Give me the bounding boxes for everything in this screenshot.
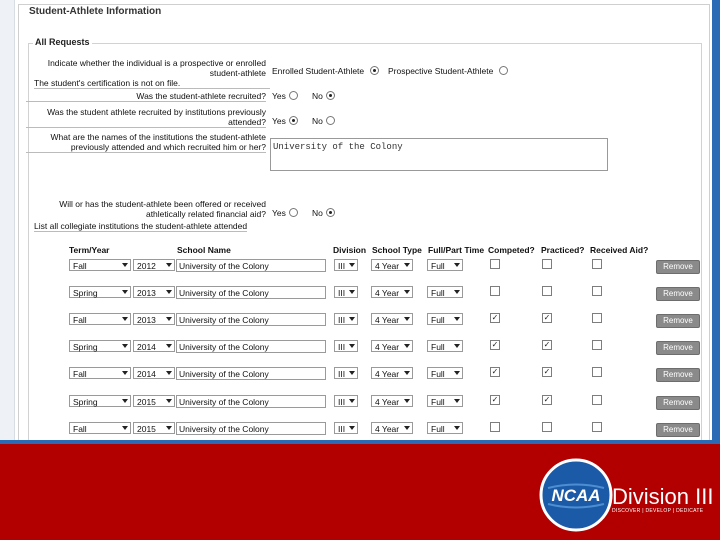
- header-school-type: School Type: [372, 245, 422, 255]
- chevron-down-icon: [349, 426, 355, 430]
- competed-checkbox[interactable]: [490, 286, 500, 296]
- term-select[interactable]: Spring: [69, 286, 131, 298]
- school-type-select[interactable]: 4 Year: [371, 286, 413, 298]
- division-select[interactable]: III: [334, 340, 358, 352]
- requests-title: All Requests: [35, 37, 90, 47]
- time-select[interactable]: Full: [427, 340, 463, 352]
- q1-option-enrolled[interactable]: Enrolled Student-Athlete: [272, 66, 379, 76]
- division-title: Division III: [612, 484, 714, 509]
- practiced-checkbox[interactable]: [542, 422, 552, 432]
- remove-button[interactable]: Remove: [656, 341, 700, 355]
- received-aid-checkbox[interactable]: [592, 395, 602, 405]
- division-select[interactable]: III: [334, 259, 358, 271]
- q3-yes[interactable]: Yes: [272, 116, 298, 126]
- term-select[interactable]: Spring: [69, 340, 131, 352]
- chevron-down-icon: [404, 290, 410, 294]
- radio-icon[interactable]: [289, 208, 298, 217]
- division-select[interactable]: III: [334, 286, 358, 298]
- division-select[interactable]: III: [334, 395, 358, 407]
- school-type-select[interactable]: 4 Year: [371, 422, 413, 434]
- q4-label: What are the names of the institutions the student-athlete previously attended and which recruited him or her?: [26, 132, 266, 153]
- chevron-down-icon: [454, 399, 460, 403]
- header-competed: Competed?: [488, 245, 535, 255]
- q3-no[interactable]: No: [312, 116, 335, 126]
- term-select[interactable]: Fall: [69, 367, 131, 379]
- chevron-down-icon: [349, 263, 355, 267]
- chevron-down-icon: [166, 290, 172, 294]
- table-row: [68, 395, 708, 415]
- remove-button[interactable]: Remove: [656, 368, 700, 382]
- chevron-down-icon: [349, 371, 355, 375]
- school-name-input[interactable]: University of the Colony: [176, 422, 326, 435]
- received-aid-checkbox[interactable]: [592, 340, 602, 350]
- term-select[interactable]: Spring: [69, 395, 131, 407]
- time-select[interactable]: Full: [427, 259, 463, 271]
- table-row: [68, 340, 708, 360]
- school-name-input[interactable]: University of the Colony: [176, 286, 326, 299]
- q1-label: Indicate whether the individual is a prospective or enrolled student-athlete: [47, 58, 266, 78]
- chevron-down-icon: [166, 426, 172, 430]
- header-term-year: Term/Year: [69, 245, 110, 255]
- time-select[interactable]: Full: [427, 286, 463, 298]
- table-row: [68, 367, 708, 387]
- practiced-checkbox[interactable]: ✓: [543, 313, 551, 322]
- q5-label: Will or has the student-athlete been offered or received athletically related financial aid?: [59, 199, 266, 219]
- radio-icon[interactable]: [326, 116, 335, 125]
- chevron-down-icon: [404, 317, 410, 321]
- time-select[interactable]: Full: [427, 313, 463, 325]
- footer-accent-line: [0, 440, 720, 444]
- year-select[interactable]: 2014: [133, 340, 175, 352]
- q3-label: Was the student athlete recruited by institutions previously attended?: [26, 107, 266, 128]
- received-aid-checkbox[interactable]: [592, 313, 602, 323]
- right-strip: [712, 0, 720, 440]
- chevron-down-icon: [122, 399, 128, 403]
- header-received-aid: Received Aid?: [590, 245, 649, 255]
- year-select[interactable]: 2013: [133, 286, 175, 298]
- division-select[interactable]: III: [334, 367, 358, 379]
- chevron-down-icon: [454, 344, 460, 348]
- chevron-down-icon: [404, 263, 410, 267]
- remove-button[interactable]: Remove: [656, 287, 700, 301]
- header-division: Division: [333, 245, 367, 255]
- chevron-down-icon: [122, 371, 128, 375]
- radio-icon[interactable]: [289, 91, 298, 100]
- practiced-checkbox[interactable]: ✓: [543, 395, 551, 404]
- chevron-down-icon: [454, 263, 460, 267]
- term-select[interactable]: Fall: [69, 422, 131, 434]
- chevron-down-icon: [122, 317, 128, 321]
- chevron-down-icon: [166, 344, 172, 348]
- radio-icon[interactable]: [370, 66, 379, 75]
- header-school-name: School Name: [177, 245, 231, 255]
- radio-icon[interactable]: [499, 66, 508, 75]
- chevron-down-icon: [122, 426, 128, 430]
- competed-checkbox[interactable]: ✓: [491, 395, 499, 404]
- section-title: Student-Athlete Information: [26, 6, 164, 17]
- table-row: [68, 422, 708, 442]
- received-aid-checkbox[interactable]: [592, 422, 602, 432]
- chevron-down-icon: [166, 263, 172, 267]
- radio-icon[interactable]: [326, 91, 335, 100]
- year-select[interactable]: 2014: [133, 367, 175, 379]
- school-name-input[interactable]: University of the Colony: [176, 340, 326, 353]
- remove-button[interactable]: Remove: [656, 423, 700, 437]
- radio-icon[interactable]: [326, 208, 335, 217]
- time-select[interactable]: Full: [427, 422, 463, 434]
- chevron-down-icon: [349, 317, 355, 321]
- practiced-checkbox[interactable]: ✓: [543, 367, 551, 376]
- competed-checkbox[interactable]: ✓: [491, 313, 499, 322]
- chevron-down-icon: [454, 317, 460, 321]
- chevron-down-icon: [454, 371, 460, 375]
- left-strip: [0, 0, 15, 440]
- year-select[interactable]: 2013: [133, 313, 175, 325]
- remove-button[interactable]: Remove: [656, 396, 700, 410]
- school-type-select[interactable]: 4 Year: [371, 259, 413, 271]
- chevron-down-icon: [404, 426, 410, 430]
- q2-label: Was the student-athlete recruited?: [26, 91, 266, 102]
- chevron-down-icon: [122, 290, 128, 294]
- header-practiced: Practiced?: [541, 245, 585, 255]
- school-type-select[interactable]: 4 Year: [371, 313, 413, 325]
- q5-no[interactable]: No: [312, 208, 335, 218]
- logo-text: NCAA: [551, 486, 601, 505]
- year-select[interactable]: 2012: [133, 259, 175, 271]
- radio-icon[interactable]: [289, 116, 298, 125]
- school-type-select[interactable]: 4 Year: [371, 340, 413, 352]
- chevron-down-icon: [454, 290, 460, 294]
- header-full-part-time: Full/Part Time: [428, 245, 485, 255]
- q2-no[interactable]: No: [312, 91, 335, 101]
- year-select[interactable]: 2015: [133, 395, 175, 407]
- remove-button[interactable]: Remove: [656, 314, 700, 328]
- practiced-checkbox[interactable]: ✓: [543, 340, 551, 349]
- chevron-down-icon: [166, 371, 172, 375]
- received-aid-checkbox[interactable]: [592, 259, 602, 269]
- tagline: DISCOVER | DEVELOP | DEDICATE: [612, 508, 704, 514]
- practiced-checkbox[interactable]: [542, 286, 552, 296]
- year-select[interactable]: 2015: [133, 422, 175, 434]
- chevron-down-icon: [349, 399, 355, 403]
- chevron-down-icon: [404, 371, 410, 375]
- time-select[interactable]: Full: [427, 367, 463, 379]
- chevron-down-icon: [122, 344, 128, 348]
- school-name-input[interactable]: University of the Colony: [176, 395, 326, 408]
- chevron-down-icon: [454, 426, 460, 430]
- competed-checkbox[interactable]: ✓: [491, 367, 499, 376]
- chevron-down-icon: [122, 263, 128, 267]
- table-row: [68, 286, 708, 306]
- received-aid-checkbox[interactable]: [592, 286, 602, 296]
- school-type-select[interactable]: 4 Year: [371, 395, 413, 407]
- chevron-down-icon: [404, 399, 410, 403]
- q2-yes[interactable]: Yes: [272, 91, 298, 101]
- division-select[interactable]: III: [334, 422, 358, 434]
- school-name-input[interactable]: University of the Colony: [176, 367, 326, 380]
- competed-checkbox[interactable]: ✓: [491, 340, 499, 349]
- q5-yes[interactable]: Yes: [272, 208, 298, 218]
- q1-note: The student's certification is not on file.: [34, 78, 270, 89]
- chevron-down-icon: [404, 344, 410, 348]
- division-select[interactable]: III: [334, 313, 358, 325]
- received-aid-checkbox[interactable]: [592, 367, 602, 377]
- chevron-down-icon: [166, 399, 172, 403]
- q4-institutions-textarea[interactable]: University of the Colony: [270, 138, 608, 171]
- school-name-input[interactable]: University of the Colony: [176, 313, 326, 326]
- term-select[interactable]: Fall: [69, 259, 131, 271]
- term-select[interactable]: Fall: [69, 313, 131, 325]
- competed-checkbox[interactable]: [490, 259, 500, 269]
- institutions-list-label: List all collegiate institutions the student-athlete attended: [34, 221, 248, 231]
- time-select[interactable]: Full: [427, 395, 463, 407]
- chevron-down-icon: [349, 344, 355, 348]
- remove-button[interactable]: Remove: [656, 260, 700, 274]
- q1-option-prospective[interactable]: Prospective Student-Athlete: [388, 66, 508, 76]
- table-row: [68, 313, 708, 333]
- chevron-down-icon: [349, 290, 355, 294]
- school-name-input[interactable]: University of the Colony: [176, 259, 326, 272]
- table-row: [68, 259, 708, 279]
- practiced-checkbox[interactable]: [542, 259, 552, 269]
- chevron-down-icon: [166, 317, 172, 321]
- school-type-select[interactable]: 4 Year: [371, 367, 413, 379]
- competed-checkbox[interactable]: [490, 422, 500, 432]
